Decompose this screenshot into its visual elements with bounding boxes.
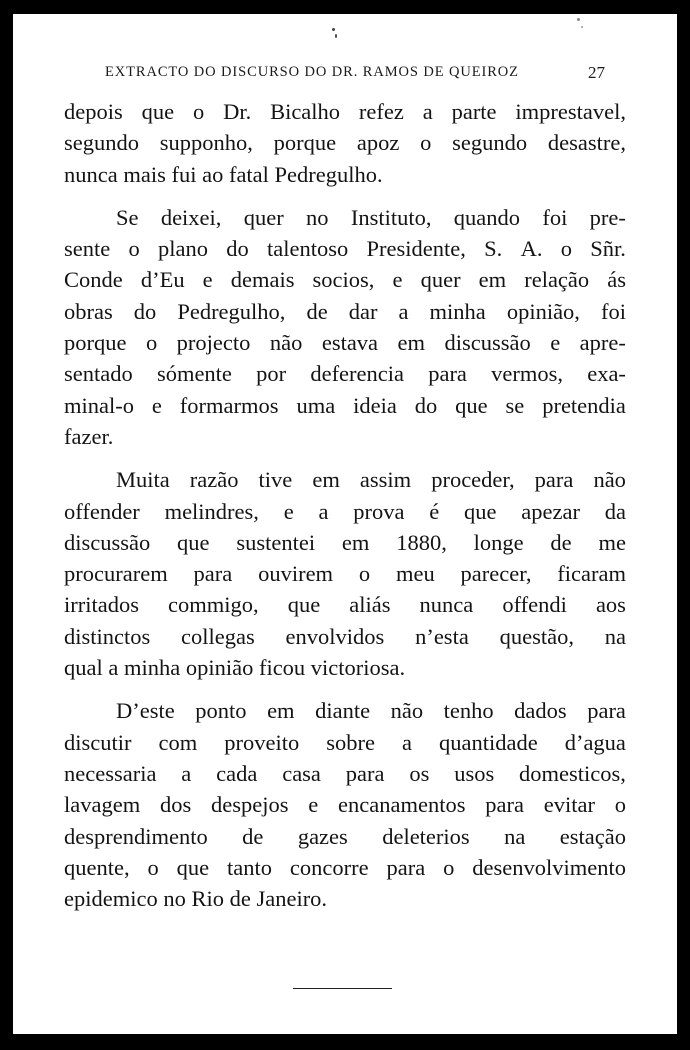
page-number: 27 <box>588 63 605 82</box>
text-line: irritados commigo, que aliás nunca offendi aos <box>64 592 626 618</box>
text-line: procurarem para ouvirem o meu parecer, ficaram <box>64 561 626 587</box>
text-line: qual a minha opinião ficou victoriosa. <box>64 655 406 681</box>
ink-speck <box>577 18 580 21</box>
text-line: porque o projecto não estava em discussão e apre- <box>64 330 626 356</box>
book-page <box>13 14 677 1034</box>
text-line: discutir com proveito sobre a quantidade d’agua <box>64 729 626 755</box>
text-line: sente o plano do talentoso Presidente, S. A. o Sñr. <box>64 236 626 262</box>
text-line: nunca mais fui ao fatal Pedregulho. <box>64 161 383 187</box>
paragraph <box>64 96 626 190</box>
paragraph <box>64 464 626 683</box>
text-line: depois que o Dr. Bicalho refez a parte imprestavel, <box>64 99 626 124</box>
text-line: Conde d’Eu e demais socios, e quer em relação ás <box>64 267 626 293</box>
text-line: epidemico no Rio de Janeiro. <box>64 886 328 912</box>
text-line: desprendimento de gazes deleterios na estação <box>64 823 626 849</box>
text-line: sentado sómente por deferencia para vermos, exa- <box>64 361 626 387</box>
paragraph <box>64 202 626 452</box>
running-header-title: EXTRACTO DO DISCURSO DO DR. RAMOS DE QUEIROZ <box>105 64 519 80</box>
ink-speck <box>335 34 337 38</box>
ink-speck <box>332 28 335 31</box>
ink-speck <box>581 26 583 28</box>
text-line: fazer. <box>64 423 114 449</box>
paragraph <box>64 695 626 914</box>
text-line: Se deixei, quer no Instituto, quando foi pre- <box>116 204 626 230</box>
text-line: offender melindres, e a prova é que apezar da <box>64 498 626 524</box>
text-line: quente, o que tanto concorre para o desenvolvimento <box>64 854 626 880</box>
text-line: D’este ponto em diante não tenho dados para <box>116 698 626 724</box>
text-line: minal-o e formarmos uma ideia do que se pretendia <box>64 392 626 418</box>
text-line: lavagem dos despejos e encanamentos para evitar o <box>64 792 626 818</box>
footer-rule <box>293 988 392 989</box>
body-text <box>64 96 626 926</box>
text-line: distinctos collegas envolvidos n’esta questão, na <box>64 623 626 649</box>
text-line: Muita razão tive em assim proceder, para não <box>116 467 626 493</box>
text-line: segundo supponho, porque apoz o segundo desastre, <box>64 130 626 156</box>
text-line: obras do Pedregulho, de dar a minha opinião, foi <box>64 298 626 324</box>
text-line: necessaria a cada casa para os usos domesticos, <box>64 760 626 786</box>
text-line: discussão que sustentei em 1880, longe de me <box>64 529 626 555</box>
